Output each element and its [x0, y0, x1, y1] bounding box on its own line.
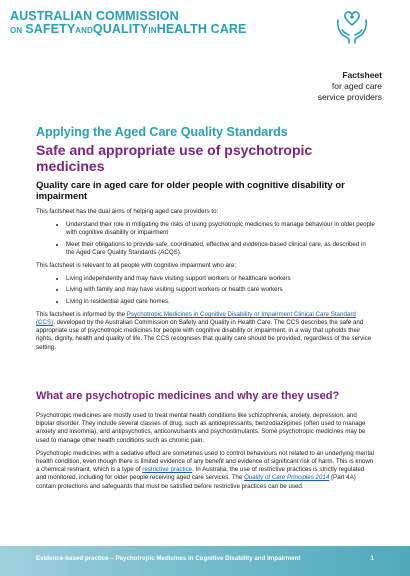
hands-heart-icon — [334, 6, 370, 46]
list-item: • Living independently and may have visiting support workers or healthcare workers — [66, 275, 376, 283]
restrictive-practice-link[interactable]: restrictive practice — [142, 466, 193, 474]
footer-text: Evidence-based practice – Psychotropic Medicines in Cognitive Disability and Impairment — [36, 555, 301, 562]
psy-p2-text-mid: . In Australia, the use of restrictive practices is strictly regulated and monitored, including for older people receiving aged care services. The — [36, 466, 365, 482]
logo-word-and: AND — [75, 26, 93, 35]
logo-word-on: ON — [10, 26, 23, 35]
logo-word-health-care: HEALTH CARE — [156, 22, 247, 36]
aims-list — [36, 221, 376, 257]
ccs-link[interactable]: Psychotropic Medicines in Cognitive Disability or Impairment Clinical Care Standard (CCS) — [36, 310, 356, 327]
psychotropic-section — [36, 412, 376, 496]
logo-word-in: IN — [148, 26, 157, 35]
intro-paragraph-1: This factsheet has the dual aims of helping aged care providers to: — [36, 208, 219, 215]
intro-p3-text-before: This factsheet is informed by the — [36, 310, 127, 318]
psy-p2-text-after: (Part 4A) contain protections and safeguards that must be satisfied before restrictive practices can be used. — [36, 474, 356, 490]
intro-section — [36, 208, 376, 357]
intro-paragraph-2: This factsheet is relevant to all people with cognitive impairment who are: — [36, 262, 237, 270]
psy-p2-text-before: Psychotropic medicines with a sedative effect are sometimes used to control behaviours not related to an underlying mental health condition, even though there is limited evidence of any benefit and evidence of significant risk of harm. This is known a chemical restraint, which is a type of — [36, 449, 374, 474]
intro-paragraph-3 — [36, 311, 376, 352]
logo-line-1: AUSTRALIAN COMMISSION — [10, 9, 179, 23]
page-title: Applying the Aged Care Quality Standards — [36, 125, 288, 139]
page-header — [0, 0, 410, 62]
logo-word-safety: SAFETY — [25, 22, 76, 36]
list-item: • Living with family and may have visiting support workers or health care workers — [66, 286, 376, 294]
commission-logo — [10, 10, 246, 37]
section-heading-quality-care: Quality care in aged care for older people with cognitive disability or impairment — [36, 180, 345, 202]
quality-of-care-principles-link[interactable]: Quality of Care Principles 2014 — [243, 474, 330, 482]
factsheet-audience-line-1: for aged care — [331, 81, 382, 91]
groups-list — [36, 275, 376, 306]
factsheet-audience-line-2: service providers — [317, 92, 382, 102]
page-number: 1 — [370, 555, 374, 562]
factsheet-title: Factsheet — [342, 70, 382, 80]
page-footer — [0, 546, 410, 576]
section-heading-psychotropic: What are psychotropic medicines and why are they used? — [36, 390, 340, 402]
factsheet-label — [318, 70, 382, 103]
psychotropic-paragraph-2 — [36, 450, 376, 491]
psychotropic-paragraph-1: Psychotropic medicines are mostly used to treat mental health conditions like schizophrenia, anxiety, depression, and bipolar disorder. They include several classes of drug, such as antidepressants, benzodiazepines (often used to manage anxiety and insomnia), and antipsychotics, anticonvulsants and psychostimulants. Some psychotropic medicines may be used to manage other health conditions such as chronic pain. — [36, 412, 366, 444]
list-item: • Living in residential aged care homes. — [66, 298, 376, 306]
page-subtitle: Safe and appropriate use of psychotropic medicines — [36, 142, 313, 174]
logo-line-2 — [10, 23, 246, 37]
intro-p3-text-after: , developed by the Australian Commission on Safety and Quality in Health Care. The CCS describes the safe and appropriate use of psychotropic medicines for people with cognitive disability or impairment, in a way that upholds their rights, dignity, health and quality of life. The CCS recognises that quality care should be provided, regardless of the service setting. — [36, 319, 372, 351]
list-item: • Meet their obligations to provide safe, coordinated, effective and evidence-based clinical care, as described in the Aged Care Quality Standards (ACQS). — [66, 241, 376, 257]
logo-word-quality: QUALITY — [92, 22, 149, 36]
list-item: • Understand their role in mitigating the risks of using psychotropic medicines to manage behaviour in older people with cognitive disability or impairment — [66, 221, 376, 237]
